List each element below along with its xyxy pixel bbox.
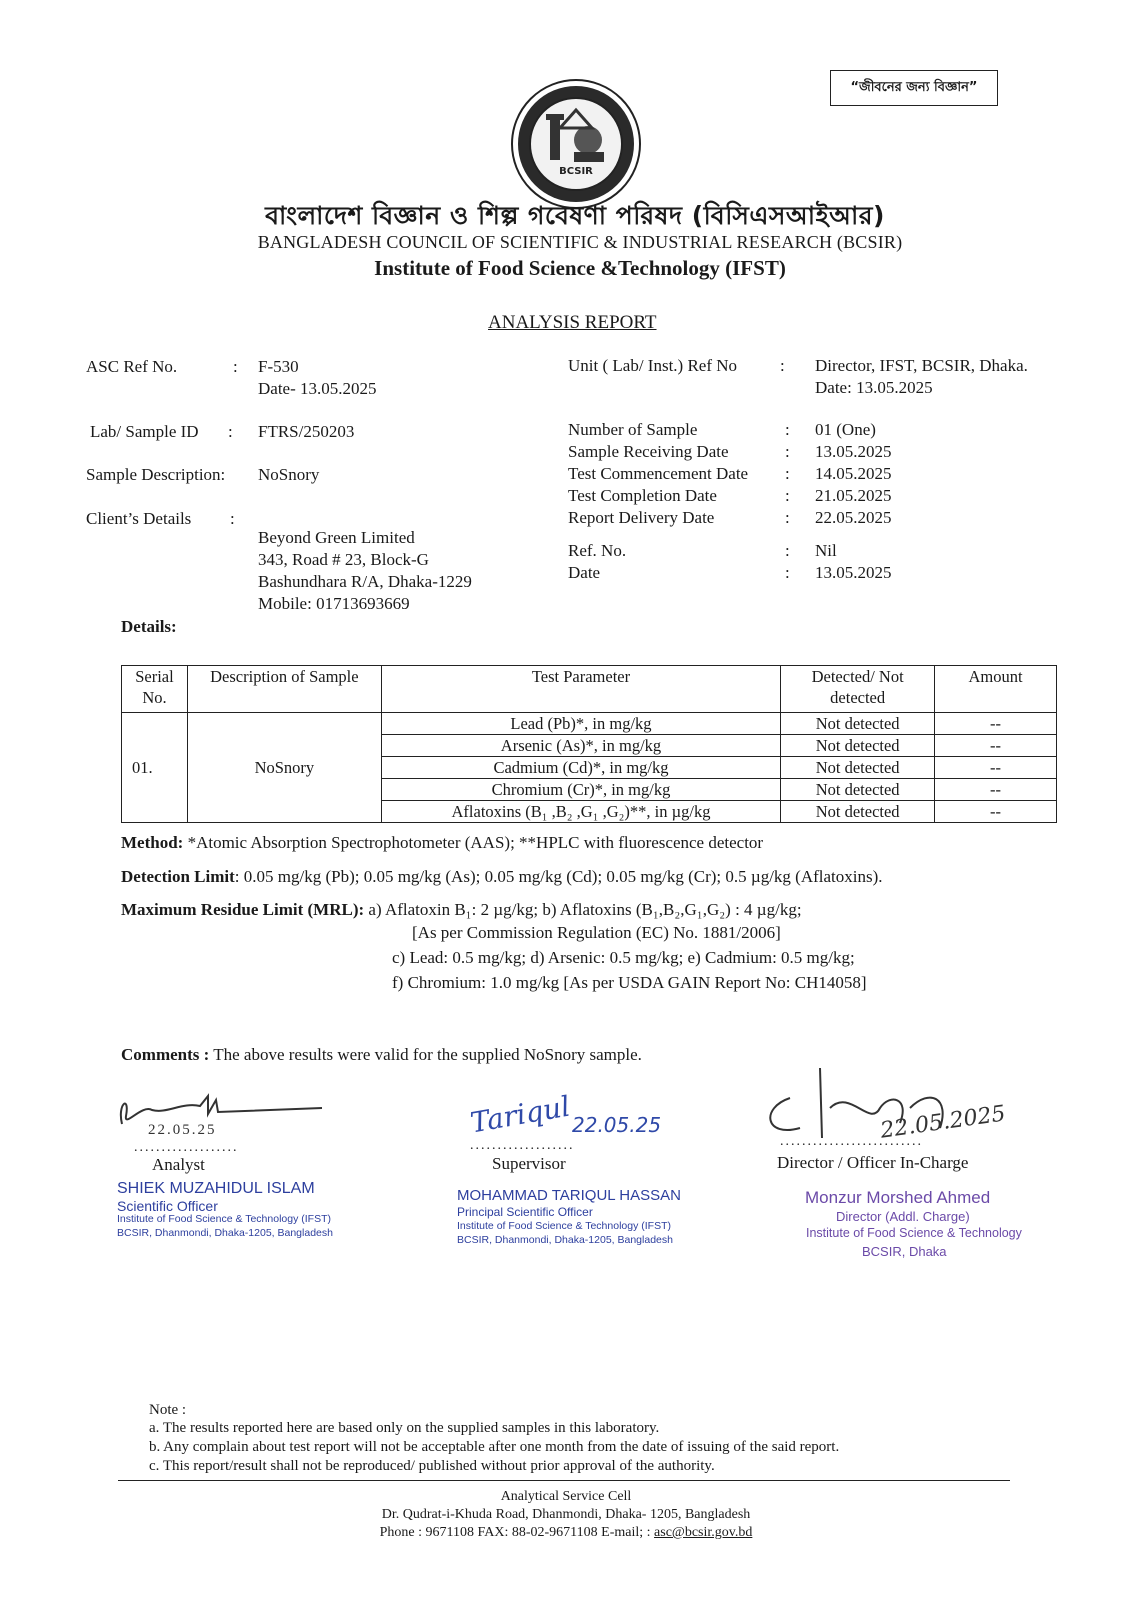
director-date: 22.05.2025 bbox=[878, 1101, 1008, 1144]
detection-limit-label: Detection Limit bbox=[121, 867, 235, 886]
client-address-1: 343, Road # 23, Block-G bbox=[258, 550, 429, 569]
cell-amount: -- bbox=[935, 779, 1057, 801]
analyst-address: BCSIR, Dhanmondi, Dhaka-1205, Bangladesh bbox=[117, 1227, 333, 1239]
detection-limit-text: : 0.05 mg/kg (Pb); 0.05 mg/kg (As); 0.05 mg/kg (Cd); 0.05 mg/kg (Cr); 0.5 µg/kg (Aflatoxins). bbox=[234, 867, 883, 886]
supervisor-address: BCSIR, Dhanmondi, Dhaka-1205, Bangladesh bbox=[457, 1234, 673, 1246]
org-title-bengali: বাংলাদেশ বিজ্ঞান ও শিল্প গবেষণা পরিষদ (বিসিএসআইআর) bbox=[265, 201, 885, 230]
completion-date-label: Test Completion Date bbox=[568, 486, 717, 505]
analyst-signature bbox=[112, 1084, 332, 1144]
colon: : bbox=[228, 422, 233, 441]
client-label: Client’s Details bbox=[86, 509, 192, 528]
table-row bbox=[122, 713, 1057, 735]
header-parameter: Test Parameter bbox=[381, 666, 780, 713]
receiving-date-label: Sample Receiving Date bbox=[568, 442, 729, 461]
cell-amount: -- bbox=[935, 735, 1057, 757]
cell-amount: -- bbox=[935, 757, 1057, 779]
mrl-text-1: a) Aflatoxin B₁: 2 µg/kg; b) Aflatoxins (B₁,B₂,G₁,G₂) : 4 µg/kg; bbox=[368, 900, 802, 919]
supervisor-role: Supervisor bbox=[492, 1154, 566, 1173]
sample-desc-label: Sample Description: bbox=[86, 465, 226, 484]
completion-date-value: 21.05.2025 bbox=[815, 486, 892, 505]
lab-id-value: FTRS/250203 bbox=[258, 422, 355, 441]
client-mobile: Mobile: 01713693669 bbox=[258, 594, 410, 613]
colon: : bbox=[785, 563, 790, 582]
analyst-date: 22.05.25 bbox=[148, 1122, 217, 1138]
mrl-text-3: c) Lead: 0.5 mg/kg; d) Arsenic: 0.5 mg/kg; e) Cadmium: 0.5 mg/kg; bbox=[392, 948, 855, 967]
analyst-institute: Institute of Food Science & Technology (IFST) bbox=[117, 1213, 331, 1225]
footer bbox=[0, 1488, 1132, 1542]
supervisor-date: 22.05.25 bbox=[572, 1113, 662, 1137]
unit-ref-label: Unit ( Lab/ Inst.) Ref No bbox=[568, 356, 738, 375]
director-address: BCSIR, Dhaka bbox=[862, 1244, 947, 1259]
commencement-date-value: 14.05.2025 bbox=[815, 464, 892, 483]
director-role: Director / Officer In-Charge bbox=[777, 1153, 969, 1172]
footer-line-1: Analytical Service Cell bbox=[500, 1489, 632, 1504]
unit-ref-date: Date: 13.05.2025 bbox=[815, 378, 933, 397]
delivery-date-label: Report Delivery Date bbox=[568, 508, 715, 527]
cell-detected: Not detected bbox=[781, 779, 935, 801]
footer-line-2: Dr. Qudrat-i-Khuda Road, Dhanmondi, Dhaka- 1205, Bangladesh bbox=[381, 1507, 751, 1522]
cell-amount: -- bbox=[935, 713, 1057, 735]
method-line bbox=[121, 833, 763, 853]
cell-parameter: Cadmium (Cd)*, in mg/kg bbox=[381, 757, 780, 779]
unit-ref-value: Director, IFST, BCSIR, Dhaka. bbox=[815, 356, 1028, 375]
results-table bbox=[121, 665, 1057, 823]
cell-parameter: Chromium (Cr)*, in mg/kg bbox=[381, 779, 780, 801]
header-serial: Serial No. bbox=[122, 666, 188, 713]
cell-serial: 01. bbox=[122, 713, 188, 823]
analyst-role: Analyst bbox=[152, 1155, 205, 1174]
footer-contact: Phone : 9671108 FAX: 88-02-9671108 E-mail; : bbox=[379, 1525, 655, 1540]
footer-line-3 bbox=[0, 1524, 1132, 1542]
mrl-text-4: f) Chromium: 1.0 mg/kg [As per USDA GAIN Report No: CH14058] bbox=[392, 973, 867, 992]
director-title: Director (Addl. Charge) bbox=[836, 1209, 970, 1224]
colon: : bbox=[785, 442, 790, 461]
analyst-title: Scientific Officer bbox=[117, 1198, 218, 1214]
header-detected: Detected/ Not detected bbox=[781, 666, 935, 713]
receiving-date-value: 13.05.2025 bbox=[815, 442, 892, 461]
colon: : bbox=[230, 509, 235, 528]
note-item: a. The results reported here are based only on the supplied samples in this laboratory. bbox=[149, 1420, 660, 1436]
detection-limit-line bbox=[121, 867, 883, 887]
report-title: ANALYSIS REPORT bbox=[488, 312, 657, 333]
delivery-date-value: 22.05.2025 bbox=[815, 508, 892, 527]
colon: : bbox=[785, 508, 790, 527]
asc-ref-value: F-530 bbox=[258, 357, 299, 376]
ref-no-value: Nil bbox=[815, 541, 837, 560]
cell-detected: Not detected bbox=[781, 801, 935, 823]
ref-date-label: Date bbox=[568, 563, 601, 582]
supervisor-name: MOHAMMAD TARIQUL HASSAN bbox=[457, 1187, 681, 1204]
sample-desc-value: NoSnory bbox=[258, 465, 320, 484]
table-header-row bbox=[122, 666, 1057, 713]
comments-text: The above results were valid for the supplied NoSnory sample. bbox=[213, 1045, 642, 1064]
cell-sample: NoSnory bbox=[187, 713, 381, 823]
cell-detected: Not detected bbox=[781, 735, 935, 757]
dotted-line: .......................... bbox=[780, 1134, 923, 1149]
colon: : bbox=[785, 420, 790, 439]
mrl-line-1 bbox=[121, 900, 802, 920]
supervisor-institute: Institute of Food Science & Technology (IFST) bbox=[457, 1220, 671, 1232]
colon: : bbox=[780, 356, 785, 375]
note-item: c. This report/result shall not be reproduced/ published without prior approval of the authority. bbox=[149, 1458, 715, 1474]
cell-parameter: Aflatoxins (B₁ ,B₂ ,G₁ ,G₂)**, in µg/kg bbox=[381, 801, 780, 823]
footer-divider bbox=[118, 1480, 1010, 1481]
number-of-sample-label: Number of Sample bbox=[568, 420, 698, 439]
mrl-text-2: [As per Commission Regulation (EC) No. 1881/2006] bbox=[412, 923, 781, 942]
commencement-date-label: Test Commencement Date bbox=[568, 464, 749, 483]
header-description: Description of Sample bbox=[187, 666, 381, 713]
mrl-label: Maximum Residue Limit (MRL): bbox=[121, 900, 365, 919]
cell-parameter: Lead (Pb)*, in mg/kg bbox=[381, 713, 780, 735]
cell-detected: Not detected bbox=[781, 757, 935, 779]
cell-detected: Not detected bbox=[781, 713, 935, 735]
client-name: Beyond Green Limited bbox=[258, 528, 415, 547]
colon: : bbox=[785, 486, 790, 505]
method-text: *Atomic Absorption Spectrophotometer (AAS); **HPLC with fluorescence detector bbox=[187, 833, 764, 852]
comments-label: Comments : bbox=[121, 1045, 210, 1064]
client-address-2: Bashundhara R/A, Dhaka-1229 bbox=[258, 572, 472, 591]
cell-parameter: Arsenic (As)*, in mg/kg bbox=[381, 735, 780, 757]
cell-amount: -- bbox=[935, 801, 1057, 823]
ref-date-value: 13.05.2025 bbox=[815, 563, 892, 582]
org-title-english: BANGLADESH COUNCIL OF SCIENTIFIC & INDUSTRIAL RESEARCH (BCSIR) bbox=[257, 232, 903, 252]
header-amount: Amount bbox=[935, 666, 1057, 713]
colon: : bbox=[785, 464, 790, 483]
director-name: Monzur Morshed Ahmed bbox=[805, 1188, 991, 1207]
note-item: b. Any complain about test report will not be acceptable after one month from the date of issuing of the said report. bbox=[149, 1439, 840, 1455]
asc-date: Date- 13.05.2025 bbox=[258, 379, 377, 398]
colon: : bbox=[785, 541, 790, 560]
note-heading: Note : bbox=[149, 1402, 187, 1418]
analyst-name: SHIEK MUZAHIDUL ISLAM bbox=[117, 1180, 315, 1197]
institute-title: Institute of Food Science &Technology (IFST) bbox=[374, 256, 786, 280]
director-institute: Institute of Food Science & Technology bbox=[806, 1226, 1022, 1240]
footer-email-link[interactable]: asc@bcsir.gov.bd bbox=[654, 1525, 753, 1540]
motto-box: “জীবনের জন্য বিজ্ঞান” bbox=[830, 70, 998, 106]
comments-line bbox=[121, 1045, 642, 1065]
dotted-line: ................... bbox=[470, 1138, 575, 1153]
dotted-line: ................... bbox=[134, 1140, 239, 1155]
supervisor-title: Principal Scientific Officer bbox=[457, 1205, 593, 1219]
bcsir-logo bbox=[510, 78, 642, 210]
supervisor-signature: Tariqul bbox=[467, 1089, 573, 1140]
method-label: Method: bbox=[121, 833, 184, 852]
ref-no-label: Ref. No. bbox=[568, 541, 627, 560]
colon: : bbox=[233, 357, 238, 376]
lab-id-label: Lab/ Sample ID bbox=[90, 422, 199, 441]
details-label: Details: bbox=[121, 617, 177, 636]
asc-ref-label: ASC Ref No. bbox=[86, 357, 178, 376]
logo-text: BCSIR bbox=[559, 166, 593, 177]
number-of-sample-value: 01 (One) bbox=[815, 420, 876, 439]
